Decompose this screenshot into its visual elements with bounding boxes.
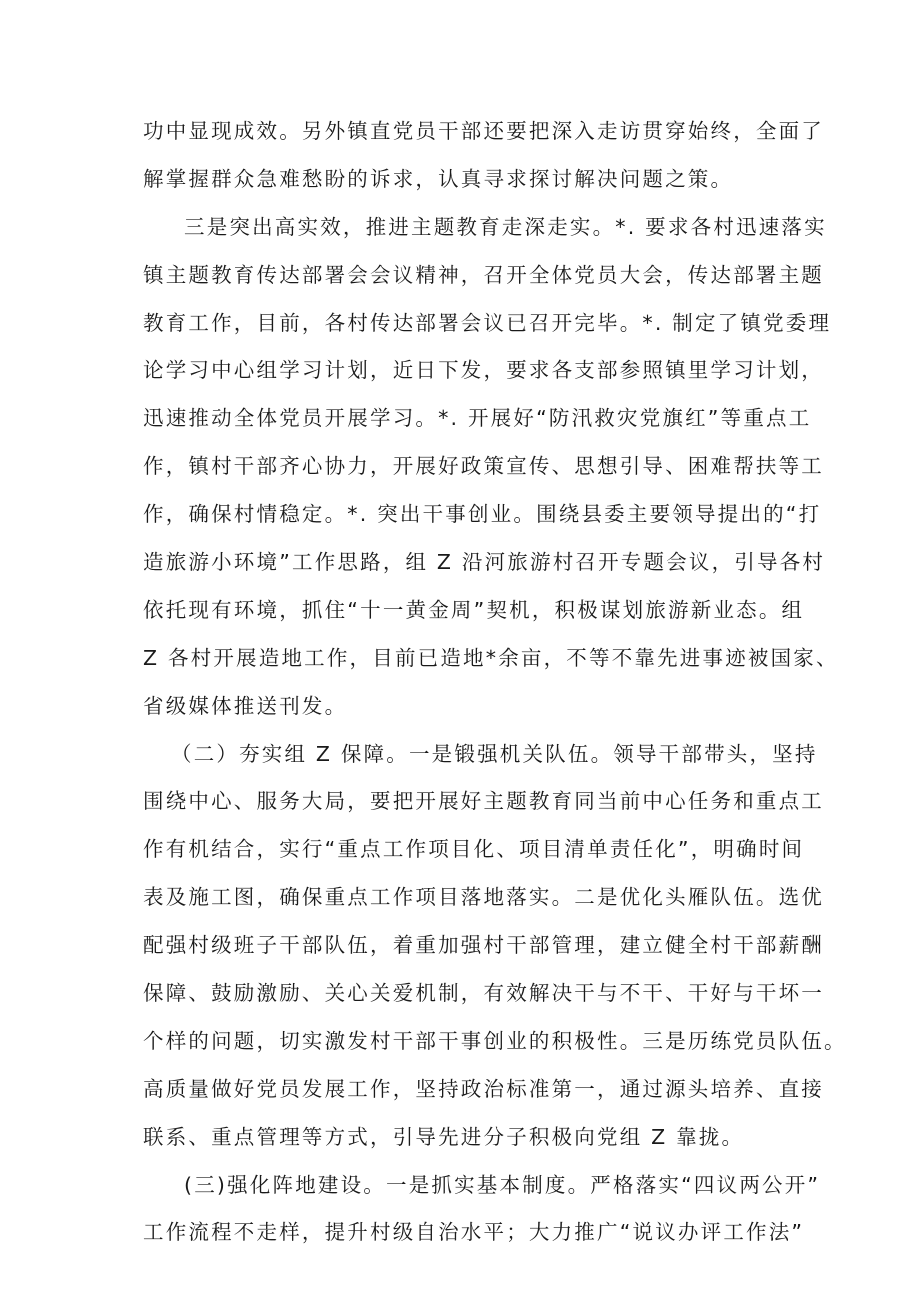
text-line: 高质量做好党员发展工作，坚持政治标准第一，通过源头培养、直接 bbox=[143, 1076, 824, 1101]
text-line: 作，镇村干部齐心协力，开展好政策宣传、思想引导、困难帮扶等工 bbox=[143, 454, 824, 479]
text-line: 围绕中心、服务大局，要把开展好主题教育同当前中心任务和重点工 bbox=[143, 789, 824, 814]
text-line: 工作流程不走样，提升村级自治水平；大力推广“说议办评工作法” bbox=[143, 1220, 805, 1245]
text-line: Z 各村开展造地工作，目前已造地*余亩，不等不靠先进事迹被国家、 bbox=[143, 645, 839, 670]
text-line: 镇主题教育传达部署会会议精神，召开全体党员大会，传达部署主题 bbox=[143, 262, 824, 287]
text-line: 配强村级班子干部队伍，着重加强村干部管理，建立健全村干部薪酬 bbox=[143, 933, 824, 958]
text-line: (三)强化阵地建设。一是抓实基本制度。严格落实“四议两公开” bbox=[184, 1172, 821, 1197]
text-line: 迅速推动全体党员开展学习。*. 开展好“防汛救灾党旗红”等重点工 bbox=[143, 406, 812, 431]
document-body bbox=[143, 108, 847, 1257]
text-line: 作有机结合，实行“重点工作项目化、项目清单责任化”，明确时间 bbox=[143, 837, 805, 862]
text-line: 论学习中心组学习计划，近日下发，要求各支部参照镇里学习计划， bbox=[143, 358, 824, 383]
text-line: 作，确保村情稳定。*. 突出干事创业。围绕县委主要领导提出的“打 bbox=[143, 502, 822, 527]
text-line: 联系、重点管理等方式，引导先进分子积极向党组 Z 靠拢。 bbox=[143, 1124, 745, 1149]
text-line: 三是突出高实效，推进主题教育走深走实。*. 要求各村迅速落实 bbox=[184, 214, 827, 239]
text-line: 依托现有环境，抓住“十一黄金周”契机，积极谋划旅游新业态。组 bbox=[143, 597, 805, 622]
text-line: 造旅游小环境”工作思路，组 Z 沿河旅游村召开专题会议，引导各村 bbox=[143, 550, 826, 575]
text-line: 解掌握群众急难愁盼的诉求，认真寻求探讨解决问题之策。 bbox=[143, 166, 734, 191]
text-line: 功中显现成效。另外镇直党员干部还要把深入走访贯穿始终，全面了 bbox=[143, 119, 824, 143]
text-line: （二）夯实组 Z 保障。一是锻强机关队伍。领导干部带头，坚持 bbox=[171, 741, 818, 766]
text-line: 教育工作，目前，各村传达部署会议已召开完毕。*. 制定了镇党委理 bbox=[143, 310, 832, 335]
text-line: 表及施工图，确保重点工作项目落地落实。二是优化头雁队伍。选优 bbox=[143, 885, 824, 910]
text-line: 省级媒体推送刊发。 bbox=[143, 693, 348, 718]
text-line: 个样的问题，切实激发村干部干事创业的积极性。三是历练党员队伍。 bbox=[143, 1028, 847, 1053]
text-line: 保障、鼓励激励、关心关爱机制，有效解决干与不干、干好与干坏一 bbox=[143, 981, 824, 1006]
